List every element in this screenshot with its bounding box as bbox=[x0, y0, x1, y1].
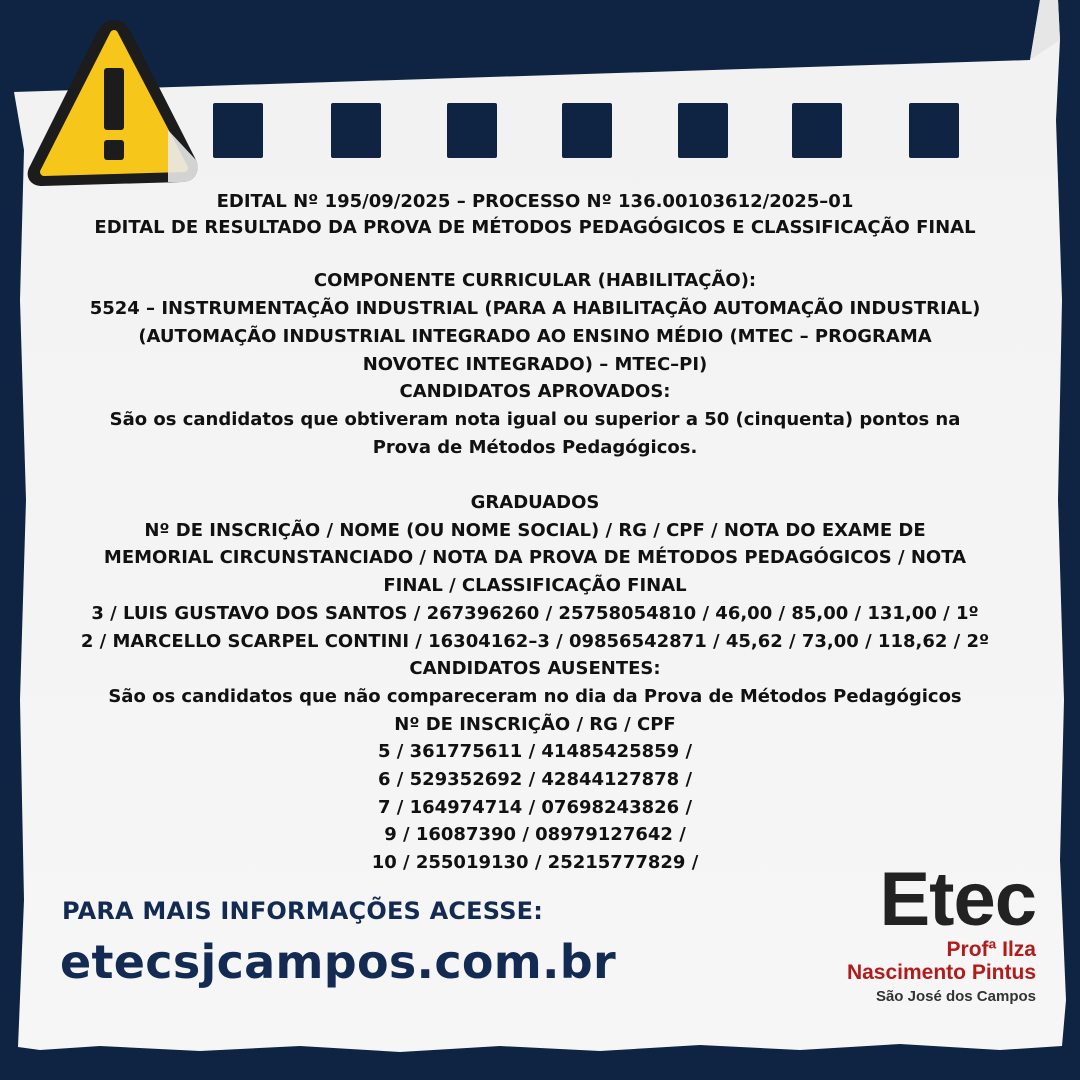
notice-line: São os candidatos que não compareceram no dia da Prova de Métodos Pedagógicos bbox=[108, 685, 962, 707]
notice-line: CANDIDATOS APROVADOS: bbox=[399, 381, 671, 403]
binder-hole bbox=[909, 103, 959, 158]
notice-line: EDITAL DE RESULTADO DA PROVA DE MÉTODOS PEDAGÓGICOS E CLASSIFICAÇÃO FINAL bbox=[94, 216, 976, 238]
notice-line: São os candidatos que obtiveram nota igual ou superior a 50 (cinquenta) pontos na bbox=[109, 408, 961, 430]
notice-line: FINAL / CLASSIFICAÇÃO FINAL bbox=[383, 575, 687, 597]
logo-city: São José dos Campos bbox=[875, 988, 1036, 1005]
binder-hole bbox=[678, 103, 728, 158]
notice-line: Prova de Métodos Pedagógicos. bbox=[372, 436, 698, 458]
notice-line: 9 / 16087390 / 08979127642 / bbox=[384, 824, 686, 846]
notice-line: GRADUADOS bbox=[470, 492, 600, 513]
blank-line bbox=[40, 461, 1030, 489]
binder-hole bbox=[562, 103, 612, 158]
notice-line: CANDIDATOS AUSENTES: bbox=[409, 658, 661, 680]
website-link[interactable]: etecsjcampos.com.br bbox=[60, 935, 617, 989]
binder-hole bbox=[792, 103, 842, 158]
notice-line: 10 / 255019130 / 25215777829 / bbox=[371, 852, 699, 874]
more-info-label: PARA MAIS INFORMAÇÕES ACESSE: bbox=[62, 897, 544, 925]
binder-hole bbox=[331, 103, 381, 158]
notice-line: Nº DE INSCRIÇÃO / RG / CPF bbox=[394, 713, 676, 735]
notice-line: 5524 – INSTRUMENTAÇÃO INDUSTRIAL (PARA A HABILITAÇÃO AUTOMAÇÃO INDUSTRIAL) bbox=[89, 298, 981, 320]
notice-line: MEMORIAL CIRCUNSTANCIADO / NOTA DA PROVA DE MÉTODOS PEDAGÓGICOS / NOTA bbox=[103, 547, 967, 569]
notice-text bbox=[40, 188, 1030, 877]
binder-hole bbox=[213, 103, 263, 158]
blank-line bbox=[40, 240, 1030, 268]
warning-sign-icon bbox=[18, 10, 208, 200]
etec-logo bbox=[816, 857, 1036, 1008]
notice-line: 3 / LUIS GUSTAVO DOS SANTOS / 267396260 / 25758054810 / 46,00 / 85,00 / 131,00 / 1º bbox=[91, 602, 979, 624]
notice-line: NOVOTEC INTEGRADO) – MTEC–PI) bbox=[362, 353, 708, 375]
logo-school-line1: Profª Ilza bbox=[946, 938, 1036, 961]
notice-line: 5 / 361775611 / 41485425859 / bbox=[377, 741, 693, 763]
notice-line: 2 / MARCELLO SCARPEL CONTINI / 16304162–3 / 09856542871 / 45,62 / 73,00 / 118,62 / 2º bbox=[80, 630, 990, 652]
notice-line: COMPONENTE CURRICULAR (HABILITAÇÃO): bbox=[313, 270, 757, 292]
notice-line: Nº DE INSCRIÇÃO / NOME (OU NOME SOCIAL) / RG / CPF / NOTA DO EXAME DE bbox=[144, 519, 926, 541]
notice-line: EDITAL Nº 195/09/2025 – PROCESSO Nº 136.00103612/2025–01 bbox=[216, 191, 854, 212]
notice-line: 6 / 529352692 / 42844127878 / bbox=[377, 769, 693, 791]
logo-school-line2: Nascimento Pintus bbox=[846, 961, 1036, 984]
notice-line: (AUTOMAÇÃO INDUSTRIAL INTEGRADO AO ENSINO MÉDIO (MTEC – PROGRAMA bbox=[138, 325, 932, 347]
logo-wordmark: Etec bbox=[879, 857, 1036, 942]
binder-hole bbox=[447, 103, 497, 158]
notice-line: 7 / 164974714 / 07698243826 / bbox=[377, 796, 693, 818]
